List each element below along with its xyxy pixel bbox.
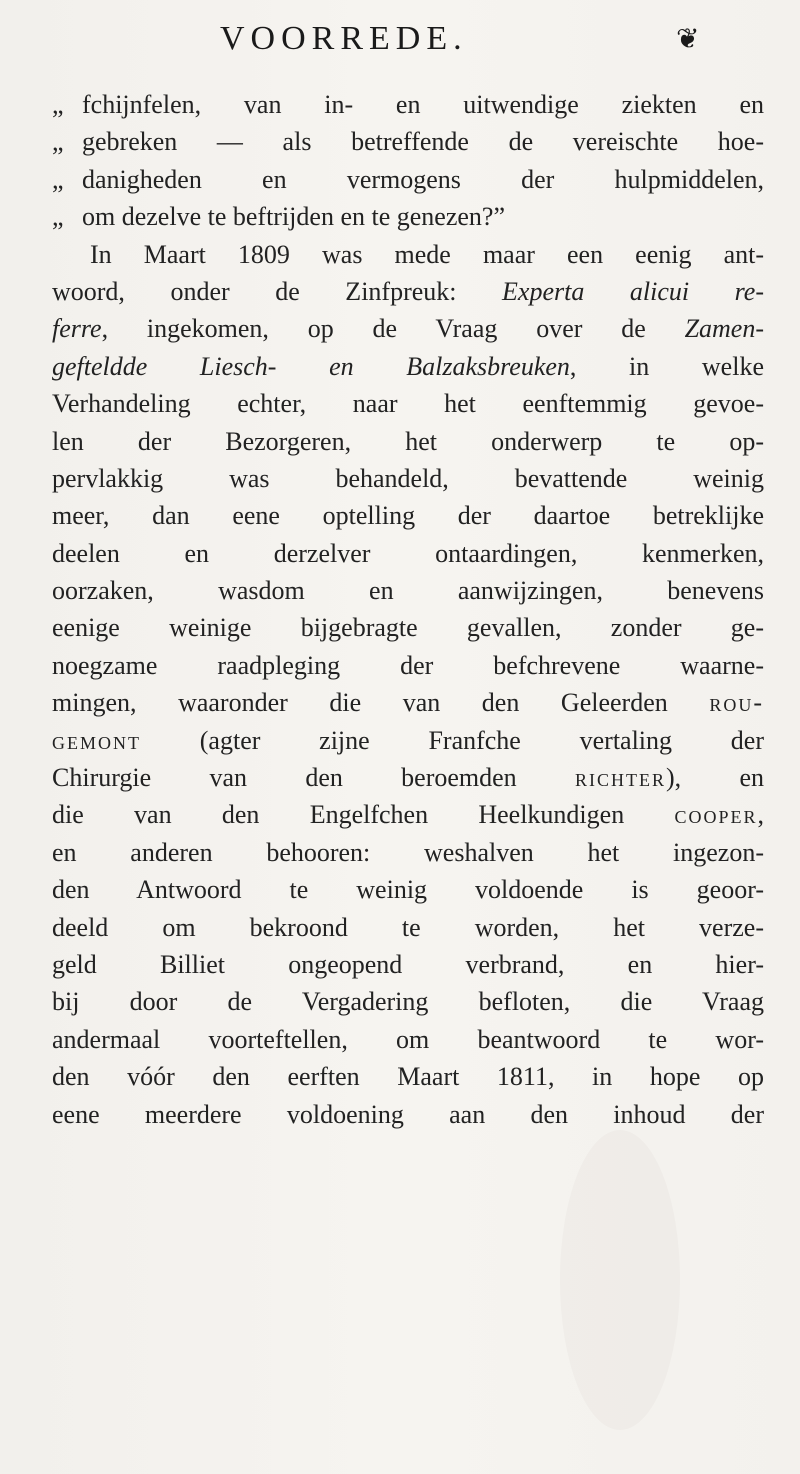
page-ornament-icon: ❦ xyxy=(676,24,700,55)
text-line: Chirurgie van den beroemden richter), en xyxy=(52,763,765,793)
text-line: mingen, waaronder die van den Geleerden rou- xyxy=(52,688,764,718)
text-line: „ gebreken — als betreffende de vereischte hoe- xyxy=(52,127,764,157)
text-line: die van den Engelfchen Heelkundigen cooper, xyxy=(52,800,764,830)
text-line: pervlakkig was behandeld, bevattende weinig xyxy=(52,463,764,493)
paper-stain xyxy=(560,1130,680,1430)
text-line: Verhandeling echter, naar het eenftemmig gevoe- xyxy=(52,389,764,419)
text-line: den Antwoord te weinig voldoende is geoor- xyxy=(52,875,764,905)
text-line: deeld om bekroond te worden, het verze- xyxy=(52,912,764,942)
text-line: „ om dezelve te beftrijden en te genezen?” xyxy=(52,202,505,232)
text-line: eenige weinige bijgebragte gevallen, zonder ge- xyxy=(52,613,764,643)
text-line: deelen en derzelver ontaardingen, kenmerken, xyxy=(52,538,764,568)
text-line: eene meerdere voldoening aan den inhoud der xyxy=(52,1099,764,1129)
text-line: meer, dan eene optelling der daartoe betreklijke xyxy=(52,501,764,531)
body-text xyxy=(52,86,764,1133)
text-line: den vóór den eerften Maart 1811, in hope op xyxy=(52,1062,764,1092)
text-line: noegzame raadpleging der befchrevene waarne- xyxy=(52,650,764,680)
text-line: oorzaken, wasdom en aanwijzingen, benevens xyxy=(52,576,764,606)
text-line: woord, onder de Zinfpreuk: Experta alicui re- xyxy=(52,276,765,306)
running-title: VOORREDE. xyxy=(220,20,468,57)
text-line: bij door de Vergadering befloten, die Vraag xyxy=(52,987,764,1017)
text-line: gemont (agter zijne Franfche vertaling der xyxy=(52,725,764,755)
text-line: en anderen behooren: weshalven het ingezon- xyxy=(52,837,764,867)
text-line: „ fchijnfelen, van in- en uitwendige ziekten en xyxy=(52,90,764,119)
text-line: In Maart 1809 was mede maar een eenig ant- xyxy=(90,239,764,269)
text-line: andermaal voorteftellen, om beantwoord te wor- xyxy=(52,1024,764,1054)
text-line: ferre, ingekomen, op de Vraag over de Zamen- xyxy=(52,314,764,344)
text-line: len der Bezorgeren, het onderwerp te op- xyxy=(52,426,764,456)
text-line: „ danigheden en vermogens der hulpmiddelen, xyxy=(52,164,764,194)
text-line: gefteldde Liesch- en Balzaksbreuken, in welke xyxy=(52,351,764,381)
text-line: geld Billiet ongeopend verbrand, en hier- xyxy=(52,949,764,979)
